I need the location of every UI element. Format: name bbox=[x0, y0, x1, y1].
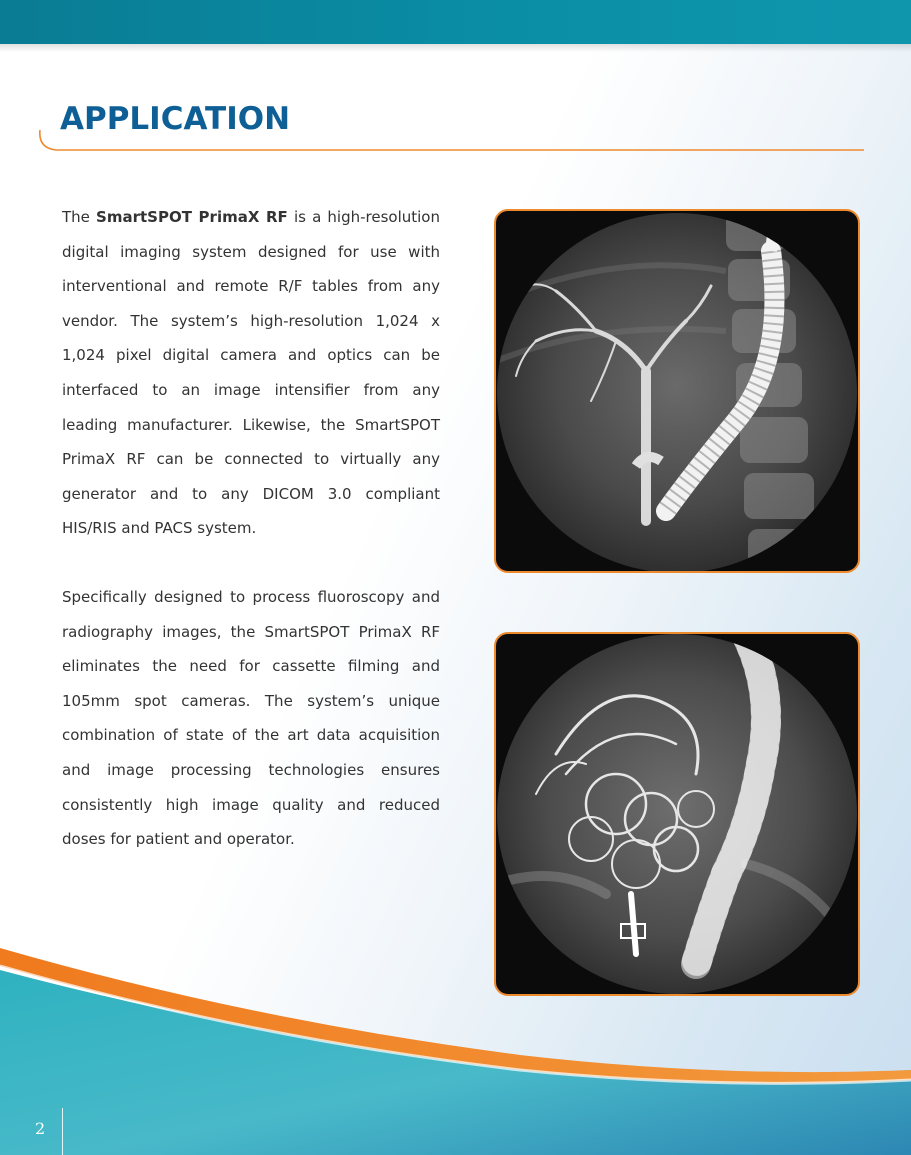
footer-wave bbox=[0, 930, 911, 1155]
paragraph-1-lead: The bbox=[62, 208, 97, 226]
title-underline bbox=[34, 128, 864, 154]
paragraph-1-rest: is a high-resolution digital imaging system designed for use with interventional and remote R/F tables from any vendor. The system’s high-resolution 1,024 x 1,024 pixel digital camera and optics can be interfaced to an image intensifier from any leading manufacturer. Likewise, the SmartSPOT PrimaX RF can be connected to virtually any generator and to any DICOM 3.0 compliant HIS/RIS and PACS system. bbox=[62, 208, 440, 538]
paragraph-1 bbox=[62, 200, 440, 546]
product-name: SmartSPOT PrimaX RF bbox=[96, 208, 288, 226]
page-title: APPLICATION bbox=[60, 101, 291, 137]
fluoroscopy-endoscope-image bbox=[494, 209, 860, 573]
top-header-band bbox=[0, 0, 911, 44]
page-number-divider bbox=[62, 1108, 63, 1155]
body-text bbox=[62, 200, 440, 857]
page-number: 2 bbox=[35, 1119, 46, 1138]
paragraph-2: Specifically designed to process fluoroscopy and radiography images, the SmartSPOT PrimaX RF eliminates the need for cassette filming and 105mm spot cameras. The system’s unique combination of state of the art data acquisition and image processing technologies ensures consistently high image quality and reduced doses for patient and operator. bbox=[62, 587, 440, 849]
